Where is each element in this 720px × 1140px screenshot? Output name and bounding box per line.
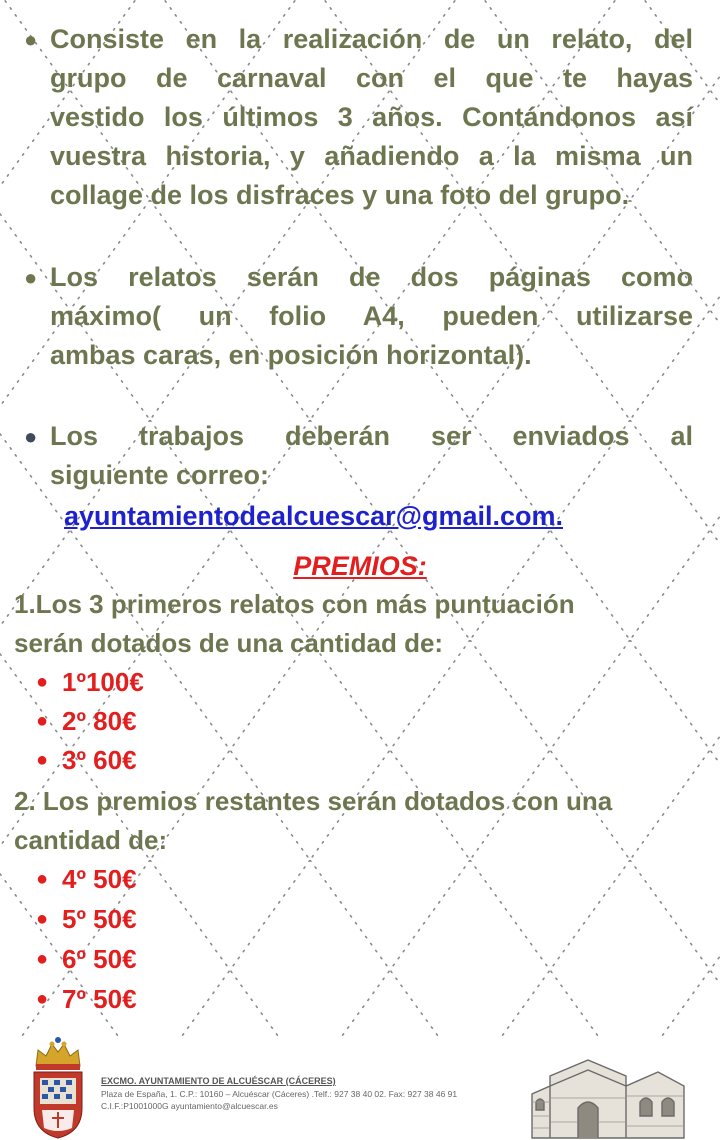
rule-item-2 bbox=[24, 258, 694, 378]
bullet-icon: ● bbox=[36, 868, 49, 890]
premios-heading: PREMIOS: bbox=[293, 551, 427, 581]
rule-3-line-2: siguiente correo: bbox=[50, 460, 270, 490]
bullet-icon: ● bbox=[24, 27, 38, 52]
rule-1-line-4: vuestra historia, y añadiendo a la misma un bbox=[50, 141, 693, 171]
prize-label: 6º 50€ bbox=[62, 944, 137, 974]
prize-rule-1-line-1: 1.Los 3 primeros relatos con más puntuación bbox=[14, 589, 575, 619]
prize-rule-2-line-2: cantidad de: bbox=[14, 825, 168, 855]
rule-2-line-3: ambas caras, en posición horizontal). bbox=[50, 340, 532, 370]
rule-3-line-1: Los trabajos deberán ser enviados al bbox=[50, 421, 693, 451]
prize-label: 4º 50€ bbox=[62, 864, 137, 894]
bullet-icon: ● bbox=[24, 424, 38, 449]
organization-name: EXCMO. AYUNTAMIENTO DE ALCUÉSCAR (CÁCERES) bbox=[101, 1076, 336, 1086]
prize-label: 7º 50€ bbox=[62, 984, 137, 1014]
rule-item-1 bbox=[24, 20, 694, 220]
bullet-icon: ● bbox=[36, 710, 49, 732]
bullet-icon: ● bbox=[36, 908, 49, 930]
church-illustration-icon bbox=[528, 1046, 688, 1140]
coat-of-arms-icon bbox=[28, 1036, 88, 1140]
rule-1-line-2: grupo de carnaval con el que te hayas bbox=[50, 63, 693, 93]
organization-cif-email: C.I.F.:P1001000G ayuntamiento@alcuescar.es bbox=[101, 1101, 278, 1111]
prize-rule-2-line-1: 2. Los premios restantes serán dotados con una bbox=[14, 786, 613, 816]
prize-label: 5º 50€ bbox=[62, 904, 137, 934]
bullet-icon: ● bbox=[36, 988, 49, 1010]
rule-1-line-5: collage de los disfraces y una foto del grupo. bbox=[50, 180, 630, 210]
prize-label: 1º100€ bbox=[62, 667, 144, 697]
rule-item-3 bbox=[24, 417, 694, 497]
bullet-icon: ● bbox=[36, 948, 49, 970]
bullet-icon: ● bbox=[36, 749, 49, 771]
prize-label: 3º 60€ bbox=[62, 745, 137, 775]
prize-rule-1-line-2: serán dotados de una cantidad de: bbox=[14, 628, 444, 658]
bullet-icon: ● bbox=[36, 671, 49, 693]
organization-address: Plaza de España, 1. C.P.: 10160 – Alcuéscar (Cáceres) .Telf.: 927 38 40 02. Fax: 927 38 46 91 bbox=[101, 1089, 458, 1099]
rule-2-line-2: máximo( un folio A4, pueden utilizarse bbox=[50, 301, 693, 331]
contact-email-link[interactable]: ayuntamientodealcuescar@gmail.com. bbox=[64, 501, 563, 531]
letterhead-footer bbox=[0, 1030, 720, 1140]
rule-1-line-3: vestido los últimos 3 años. Contándonos así bbox=[50, 102, 693, 132]
bullet-icon: ● bbox=[24, 265, 38, 290]
rule-1-line-1: Consiste en la realización de un relato, del bbox=[50, 24, 693, 54]
rule-2-line-1: Los relatos serán de dos páginas como bbox=[50, 262, 693, 292]
prize-label: 2º 80€ bbox=[62, 706, 137, 736]
